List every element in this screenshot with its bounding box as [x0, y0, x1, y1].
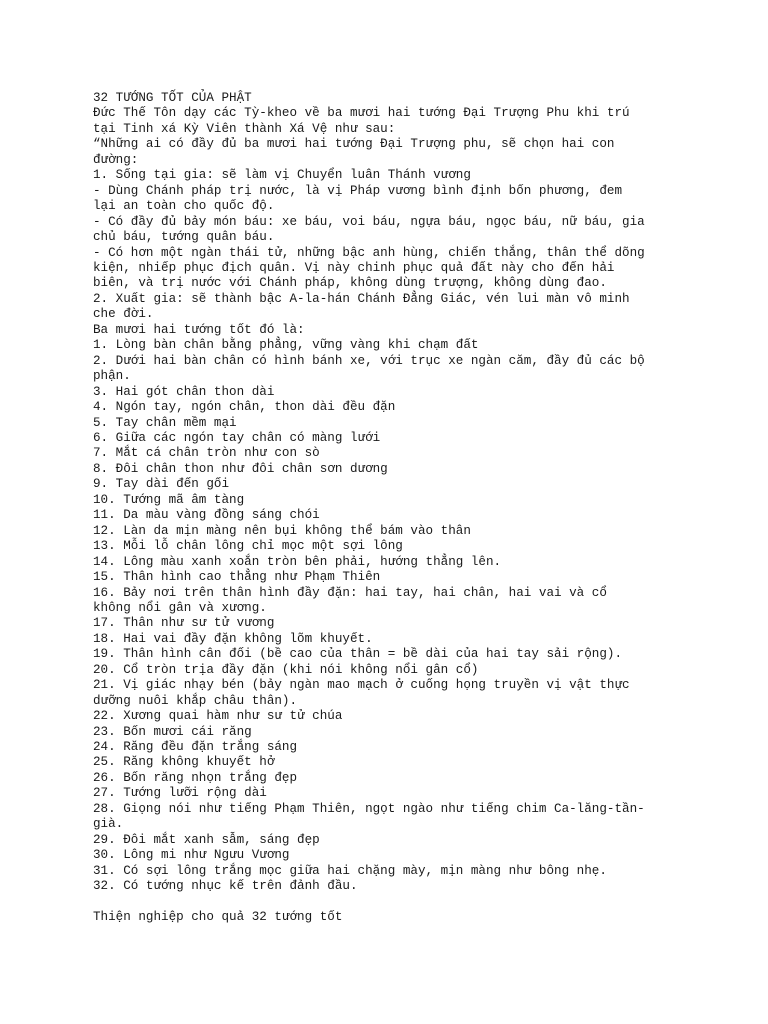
mark-line: 20. Cổ tròn trịa đầy đặn (khi nói không nổi gân cổ)	[93, 662, 479, 677]
document-title: 32 TƯỚNG TỐT CỦA PHẬT	[93, 91, 252, 105]
mark-line: 12. Làn da mịn màng nên bụi không thể bám vào thân	[93, 523, 471, 538]
intro-line: “Những ai có đầy đủ ba mươi hai tướng Đại Trượng phu, sẽ chọn hai con	[93, 137, 615, 152]
mark-line: 6. Giữa các ngón tay chân có màng lưới	[93, 430, 381, 445]
mark-line: 15. Thân hình cao thẳng như Phạm Thiên	[93, 570, 381, 585]
intro-line: chủ báu, tướng quân báu.	[93, 230, 275, 245]
mark-line: 13. Mỗi lỗ chân lông chỉ mọc một sợi lông	[93, 539, 403, 554]
mark-line: 10. Tướng mã âm tàng	[93, 492, 245, 507]
mark-line: 27. Tướng lưỡi rộng dài	[93, 786, 267, 801]
mark-line: 14. Lông màu xanh xoắn tròn bên phải, hướng thẳng lên.	[93, 554, 502, 569]
mark-line: 1. Lòng bàn chân bằng phẳng, vững vàng khi chạm đất	[93, 338, 479, 353]
mark-line: 8. Đôi chân thon như đôi chân sơn dương	[93, 461, 388, 476]
mark-line: 5. Tay chân mềm mại	[93, 415, 237, 430]
paragraph-gap	[93, 895, 693, 910]
intro-line: 2. Xuất gia: sẽ thành bậc A-la-hán Chánh Đẳng Giác, vén lui màn vô minh	[93, 291, 630, 306]
intro-line: - Có đầy đủ bảy món báu: xe báu, voi báu, ngựa báu, ngọc báu, nữ báu, gia	[93, 214, 645, 229]
mark-line: 19. Thân hình cân đối (bề cao của thân = bề dài của hai tay sải rộng).	[93, 647, 623, 662]
mark-line: không nổi gân và xương.	[93, 600, 267, 615]
mark-line: 9. Tay dài đến gối	[93, 477, 230, 492]
intro-line: đường:	[93, 152, 139, 167]
marks-list	[93, 338, 693, 894]
mark-line: 31. Có sợi lông trắng mọc giữa hai chặng mày, mịn màng như bông nhẹ.	[93, 863, 607, 878]
intro-line: - Dùng Chánh pháp trị nước, là vị Pháp vương bình định bốn phương, đem	[93, 183, 623, 198]
mark-line: 4. Ngón tay, ngón chân, thon dài đều đặn	[93, 400, 396, 415]
mark-line: 32. Có tướng nhục kế trên đảnh đầu.	[93, 879, 358, 894]
mark-line: 11. Da màu vàng đồng sáng chói	[93, 508, 320, 523]
mark-line: 23. Bốn mươi cái răng	[93, 724, 252, 739]
mark-line: 22. Xương quai hàm như sư tử chúa	[93, 709, 343, 724]
closing-heading: Thiện nghiệp cho quả 32 tướng tốt	[93, 910, 343, 924]
intro-line: kiện, nhiếp phục địch quân. Vị này chinh phục quả đất này cho đến hải	[93, 260, 615, 275]
mark-line: 3. Hai gót chân thon dài	[93, 384, 275, 399]
mark-line: già.	[93, 817, 124, 832]
mark-line: 17. Thân như sư tử vương	[93, 616, 275, 631]
intro-line: 1. Sống tại gia: sẽ làm vị Chuyển luân Thánh vương	[93, 168, 471, 183]
intro-line: - Có hơn một ngàn thái tử, những bậc anh hùng, chiến thắng, thân thể dõng	[93, 245, 645, 260]
mark-line: 24. Răng đều đặn trắng sáng	[93, 740, 298, 755]
mark-line: 30. Lông mi như Ngưu Vương	[93, 848, 290, 863]
intro-line: che đời.	[93, 307, 154, 322]
intro-line: Ba mươi hai tướng tốt đó là:	[93, 322, 305, 337]
mark-line: 2. Dưới hai bàn chân có hình bánh xe, với trục xe ngàn căm, đầy đủ các bộ	[93, 353, 645, 368]
intro-line: tại Tinh xá Kỳ Viên thành Xá Vệ như sau:	[93, 121, 396, 136]
intro-line: biên, và trị nước với Chánh pháp, không dùng trượng, không dùng đao.	[93, 276, 607, 291]
intro-line: Đức Thế Tôn dạy các Tỳ-kheo về ba mươi hai tướng Đại Trượng Phu khi trú	[93, 106, 630, 121]
document-page	[93, 91, 693, 925]
mark-line: 21. Vị giác nhạy bén (bảy ngàn mao mạch ở cuống họng truyền vị vật thực	[93, 678, 630, 693]
mark-line: 29. Đôi mắt xanh sẫm, sáng đẹp	[93, 832, 320, 847]
intro-line: lại an toàn cho quốc độ.	[93, 199, 275, 214]
mark-line: 28. Giọng nói như tiếng Phạm Thiên, ngọt ngào như tiếng chim Ca-lăng-tần-	[93, 801, 645, 816]
mark-line: 7. Mắt cá chân tròn như con sò	[93, 446, 320, 461]
intro-section	[93, 106, 693, 338]
mark-line: 18. Hai vai đầy đặn không lõm khuyết.	[93, 631, 373, 646]
mark-line: dưỡng nuôi khắp châu thân).	[93, 693, 298, 708]
mark-line: 16. Bảy nơi trên thân hình đầy đặn: hai tay, hai chân, hai vai và cổ	[93, 585, 607, 600]
mark-line: phận.	[93, 369, 131, 384]
mark-line: 26. Bốn răng nhọn trắng đẹp	[93, 770, 298, 785]
mark-line: 25. Răng không khuyết hở	[93, 755, 275, 770]
